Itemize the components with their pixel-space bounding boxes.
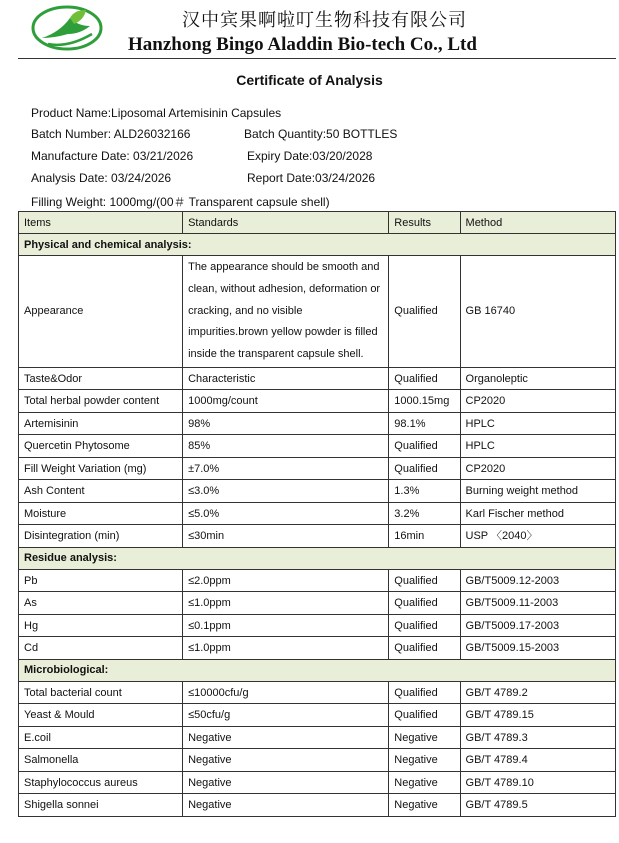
cell-result: Negative <box>389 749 460 772</box>
analysis-date: Analysis Date: 03/24/2026 <box>31 171 172 185</box>
table-row <box>19 367 616 390</box>
cell-item: Fill Weight Variation (mg) <box>19 457 183 480</box>
cell-item: Shigella sonnei <box>19 794 183 817</box>
table-row <box>19 704 616 727</box>
cell-standard: ≤1.0ppm <box>183 592 389 615</box>
cell-standard: The appearance should be smooth and clean, without adhesion, deformation or cracking, and no visible impurities.brown yellow powder is filled inside the transparent capsule shell. <box>183 256 389 368</box>
cell-standard: 98% <box>183 412 389 435</box>
cell-standard: ≤10000cfu/g <box>183 681 389 704</box>
cell-method: HPLC <box>460 412 615 435</box>
table-row <box>19 256 616 368</box>
expiry-date: Expiry Date:03/20/2028 <box>247 149 373 163</box>
cell-result: Qualified <box>389 435 460 458</box>
cell-item: Yeast & Mould <box>19 704 183 727</box>
cell-result: Qualified <box>389 704 460 727</box>
cell-result: Qualified <box>389 569 460 592</box>
table-row <box>19 525 616 548</box>
cell-method: GB/T5009.12-2003 <box>460 569 615 592</box>
table-row <box>19 502 616 525</box>
cell-method: GB/T 4789.5 <box>460 794 615 817</box>
table-row <box>19 592 616 615</box>
cell-standard: ≤5.0% <box>183 502 389 525</box>
cell-method: GB/T 4789.3 <box>460 726 615 749</box>
cell-item: Pb <box>19 569 183 592</box>
cell-standard: ±7.0% <box>183 457 389 480</box>
cell-method: Karl Fischer method <box>460 502 615 525</box>
cell-method: GB/T 4789.4 <box>460 749 615 772</box>
cell-result: 1.3% <box>389 480 460 503</box>
cell-item: Disintegration (min) <box>19 525 183 548</box>
cell-standard: ≤1.0ppm <box>183 637 389 660</box>
cell-method: GB/T 4789.10 <box>460 771 615 794</box>
section-title: Physical and chemical analysis: <box>19 234 616 256</box>
cell-standard: ≤30min <box>183 525 389 548</box>
company-name-english: Hanzhong Bingo Aladdin Bio-tech Co., Ltd <box>128 34 477 55</box>
cell-standard: 85% <box>183 435 389 458</box>
header-method: Method <box>460 212 615 234</box>
cell-item: Hg <box>19 614 183 637</box>
table-header-row <box>19 212 616 234</box>
header-divider <box>18 58 616 59</box>
product-name: Product Name:Liposomal Artemisinin Capsules <box>31 106 282 120</box>
table-row <box>19 412 616 435</box>
cell-method: USP 〈2040〉 <box>460 525 615 548</box>
table-row <box>19 480 616 503</box>
section-header-row <box>19 547 616 569</box>
table-row <box>19 749 616 772</box>
table-row <box>19 637 616 660</box>
cell-standard: Negative <box>183 749 389 772</box>
table-row <box>19 726 616 749</box>
cell-standard: ≤50cfu/g <box>183 704 389 727</box>
cell-result: Negative <box>389 794 460 817</box>
cell-result: Qualified <box>389 457 460 480</box>
cell-result: Qualified <box>389 592 460 615</box>
section-header-row <box>19 234 616 256</box>
cell-method: GB/T 4789.15 <box>460 704 615 727</box>
cell-item: Ash Content <box>19 480 183 503</box>
cell-result: 16min <box>389 525 460 548</box>
cell-result: Qualified <box>389 637 460 660</box>
document-title: Certificate of Analysis <box>236 72 383 88</box>
batch-quantity: Batch Quantity:50 BOTTLES <box>244 127 398 141</box>
cell-result: 3.2% <box>389 502 460 525</box>
cell-result: Qualified <box>389 367 460 390</box>
table-row <box>19 614 616 637</box>
cell-item: Cd <box>19 637 183 660</box>
cell-result: 1000.15mg <box>389 390 460 413</box>
section-title: Residue analysis: <box>19 547 616 569</box>
cell-result: Negative <box>389 726 460 749</box>
table-row <box>19 569 616 592</box>
table-row <box>19 794 616 817</box>
section-header-row <box>19 659 616 681</box>
cell-standard: Characteristic <box>183 367 389 390</box>
cell-item: As <box>19 592 183 615</box>
letterhead <box>0 0 619 62</box>
cell-item: Total herbal powder content <box>19 390 183 413</box>
cell-method: Burning weight method <box>460 480 615 503</box>
cell-standard: ≤0.1ppm <box>183 614 389 637</box>
cell-result: 98.1% <box>389 412 460 435</box>
cell-result: Qualified <box>389 681 460 704</box>
header-results: Results <box>389 212 460 234</box>
table-row <box>19 435 616 458</box>
green-leaf-logo-icon <box>30 4 106 52</box>
cell-method: CP2020 <box>460 390 615 413</box>
header-items: Items <box>19 212 183 234</box>
cell-result: Negative <box>389 771 460 794</box>
cell-item: Total bacterial count <box>19 681 183 704</box>
cell-method: GB/T5009.17-2003 <box>460 614 615 637</box>
cell-standard: Negative <box>183 771 389 794</box>
cell-item: Moisture <box>19 502 183 525</box>
batch-number: Batch Number: ALD26032166 <box>31 127 191 141</box>
cell-method: HPLC <box>460 435 615 458</box>
manufacture-date: Manufacture Date: 03/21/2026 <box>31 149 194 163</box>
cell-method: CP2020 <box>460 457 615 480</box>
cell-item: Quercetin Phytosome <box>19 435 183 458</box>
cell-standard: Negative <box>183 726 389 749</box>
cell-result: Qualified <box>389 614 460 637</box>
cell-item: Artemisinin <box>19 412 183 435</box>
analysis-table <box>18 211 616 817</box>
cell-result: Qualified <box>389 256 460 368</box>
cell-standard: ≤3.0% <box>183 480 389 503</box>
cell-method: GB/T5009.11-2003 <box>460 592 615 615</box>
header-standards: Standards <box>183 212 389 234</box>
cell-method: Organoleptic <box>460 367 615 390</box>
cell-method: GB/T 4789.2 <box>460 681 615 704</box>
cell-method: GB/T5009.15-2003 <box>460 637 615 660</box>
report-date: Report Date:03/24/2026 <box>247 171 376 185</box>
cell-item: Staphylococcus aureus <box>19 771 183 794</box>
cell-standard: 1000mg/count <box>183 390 389 413</box>
cell-standard: ≤2.0ppm <box>183 569 389 592</box>
cell-item: E.coil <box>19 726 183 749</box>
table-row <box>19 771 616 794</box>
company-name-chinese: 汉中宾果啊啦叮生物科技有限公司 <box>182 10 467 31</box>
filling-weight: Filling Weight: 1000mg/(00＃ Transparent capsule shell) <box>31 195 330 209</box>
cell-item: Salmonella <box>19 749 183 772</box>
table-row <box>19 390 616 413</box>
cell-item: Taste&Odor <box>19 367 183 390</box>
cell-standard: Negative <box>183 794 389 817</box>
cell-method: GB 16740 <box>460 256 615 368</box>
table-row <box>19 457 616 480</box>
section-title: Microbiological: <box>19 659 616 681</box>
table-row <box>19 681 616 704</box>
cell-item: Appearance <box>19 256 183 368</box>
